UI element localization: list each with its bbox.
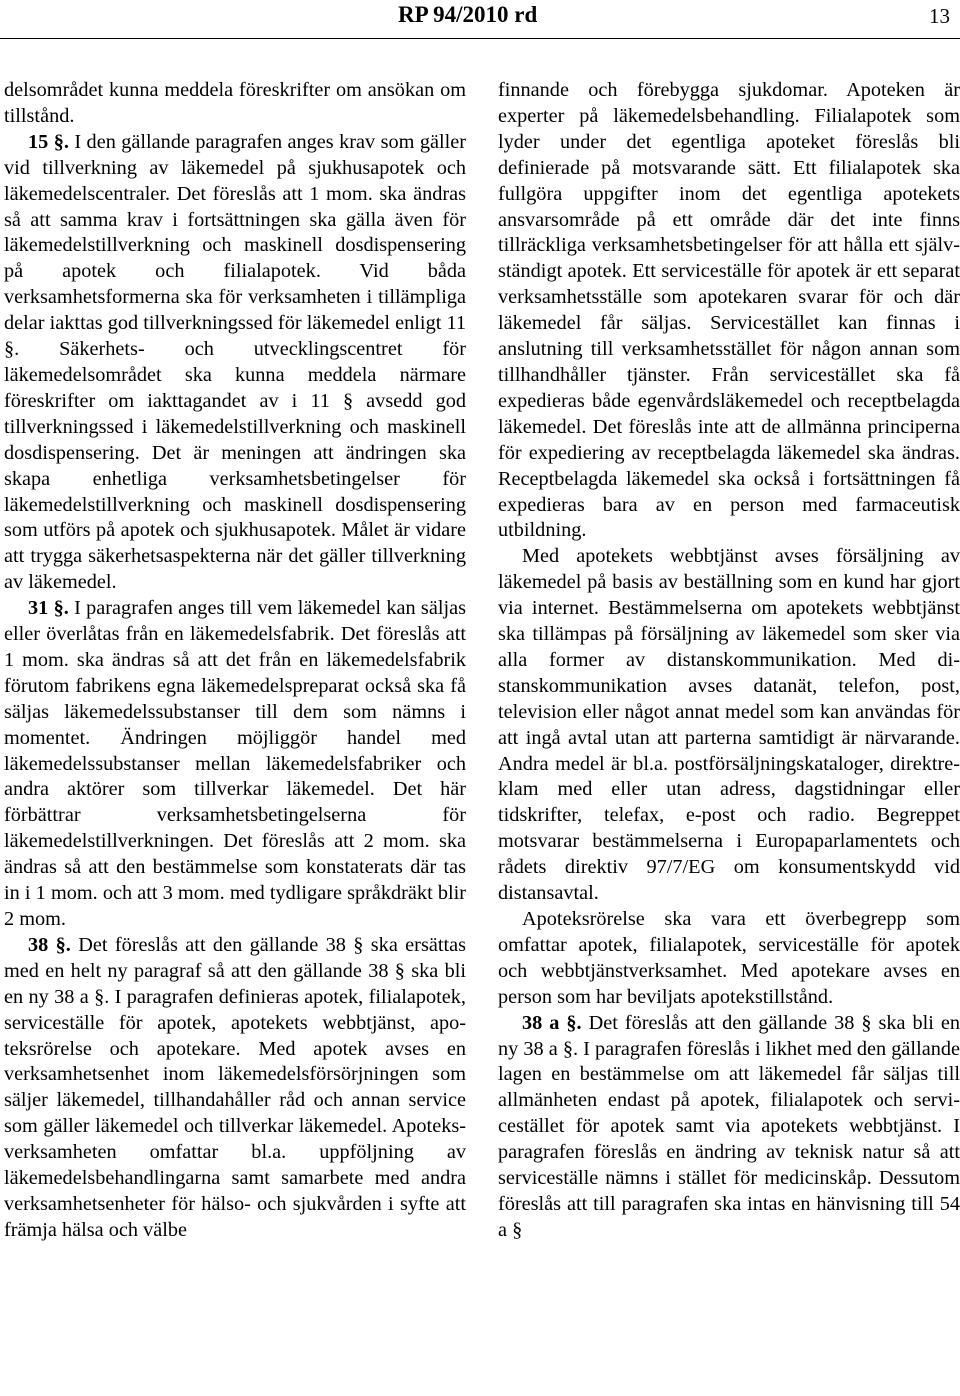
header-rule	[0, 38, 960, 39]
page-header	[0, 0, 960, 42]
paragraph: Apoteksrörelse ska vara ett överbegrepp som omfattar apotek, filialapotek, serviceställe för apotek och webbtjänstverksamhet. Med apotekare avses en person som har beviljats apotekstillstånd.	[498, 908, 960, 1008]
paragraph: finnande och förebygga sjukdomar. Apoteken är experter på läkemedelsbehandling. Filialapotek som lyder under det egentliga apoteket föreslås bli definierade på motsvarande sätt. Ett filialapotek ska fullgöra uppgifter inom det egentliga apotekets ansvarsområde på ett område där det inte finns tillräckliga verksamhetsbetingelser för att hålla ett självständigt apotek. Ett serviceställe för apotek är ett separat verksamhetsställe som apotekaren svarar för och där läkemedel får säljas. Servicestället kan finnas i anslutning till verksamhetsstället för någon annan som tillhandhåller tjänster. Från servicestället ska få expedieras både egenvårdsläkemedel och receptbelagda läkemedel. Det föreslås inte att de allmänna principerna för expediering av receptbelagda läkemedel ska ändras. Receptbelagda läkemedel ska också i fortsättningen få expedieras bara av en person med farmaceutisk utbildning.	[498, 79, 960, 542]
section-label: 38 a §.	[522, 1011, 582, 1034]
paragraph: Med apotekets webbtjänst avses försäljning av läkemedel på basis av beställning som en kund har gjort via internet. Bestämmelserna om apotekets webbtjänst ska tillämpas på försäljning av läkemedel som sker via alla former av distanskommunikation. Med distanskommunikation avses datanät, telefon, post, television eller något annat medel som kan användas för att ingå avtal utan att parterna samtidigt är närvarande. Andra medel är bl.a. postförsäljningskataloger, direktreklam med eller utan adress, dagstidningar eller tidskrifter, telefax, e-post och radio. Begreppet motsvarar bestämmelserna i Europaparlamentets och rådets direktiv 97/7/EG om konsumentskydd vid distansavtal.	[498, 545, 960, 905]
paragraph-section-38: 38 §. Det föreslås att den gällande 38 § ska ersättas med en helt ny paragraf så att den gällande 38 § ska bli en ny 38 a §. I paragrafen definieras apotek, filialapotek, serviceställe för apotek, apotekets webbtjänst, apoteksrörelse och apotekare. Med apotek avses en verksamhetsenhet inom läkemedelsförsörjningen som säljer läkemedel, tillhandahåller råd och annan service som gäller läkemedel och tillverkar läkemedel. Apoteksverksamheten omfattar bl.a. uppföljning av läkemedelsbehandlingarna samt samarbete med andra verksamhetsenheter för hälso- och sjukvården i syfte att främja hälsa och välbe	[4, 933, 466, 1241]
paragraph-section-15: 15 §. I den gällande paragrafen anges krav som gäller vid tillverkning av läkemedel på sjukhusapotek och läkemedelscentraler. Det föreslås att 1 mom. ska ändras så att samma krav i fortsättningen ska gälla även för läkemedelstillverkning och maskinell dosdispensering på apotek och filialapotek. Vid båda verksamhetsformerna ska för verksamheten i tillämpliga delar iakttas god tillverkningssed för läkemedel enligt 11 §. Säkerhets- och utvecklingscentret för läkemedelsområdet ska kunna meddela närmare föreskrifter om iakttagandet av i 11 § avsedd god tillverkningssed i läkemedelstillverkning och maskinell dosdispensering. Det är meningen att ändringen ska skapa enhetliga verksamhetsbetingelser för läkemedelstillverkning och maskinell dosdispensering som utförs på apotek och sjukhusapotek. Målet är vidare att trygga säkerhetsaspekterna när det gäller tillverkning av läkemedel.	[4, 130, 467, 594]
right-column	[498, 78, 960, 1244]
section-label: 31 §.	[28, 597, 69, 620]
section-label: 38 §.	[28, 933, 71, 956]
section-label: 15 §.	[28, 130, 69, 153]
paragraph-section-38a: 38 a §. Det föreslås att den gällande 38 § ska bli en ny 38 a §. I paragrafen föreslås i likhet med den gällande lagen en bestämmelse om att läkemedel får säljas till allmänheten endast på apotek, filialapotek och servicestället för apotek samt via apotekets webbtjänst. I paragrafen föreslås en ändring av teknisk natur så att serviceställe nämns i stället för medicinskåp. Dessutom föreslås att till paragrafen ska intas en hänvisning till 54 a §	[498, 1011, 960, 1241]
document-id: RP 94/2010 rd	[398, 2, 538, 27]
left-column	[4, 78, 466, 1244]
page-number: 13	[929, 4, 950, 28]
paragraph: delsområdet kunna meddela föreskrifter om ansökan om tillstånd.	[4, 79, 466, 127]
paragraph-section-31: 31 §. I paragrafen anges till vem läkemedel kan säljas eller överlåtas från en läkemedelsfabrik. Det föreslås att 1 mom. ska ändras så att det från en läkemedelsfabrik förutom fabrikens egna läkemedelspreparat också ska få säljas läkemedelssubstanser till dem som nämns i momentet. Ändringen möjliggör handel med läkemedelssubstanser mellan läkemedelsfabriker och andra aktörer som tillverkar läkemedel. Det här förbättrar verksamhetsbetingelserna för läkemedelstillverkningen. Det föreslås att 2 mom. ska ändras så att den bestämmelse som konstaterats där tas in i 1 mom. och att 3 mom. med tydligare språkdräkt blir 2 mom.	[4, 597, 466, 930]
